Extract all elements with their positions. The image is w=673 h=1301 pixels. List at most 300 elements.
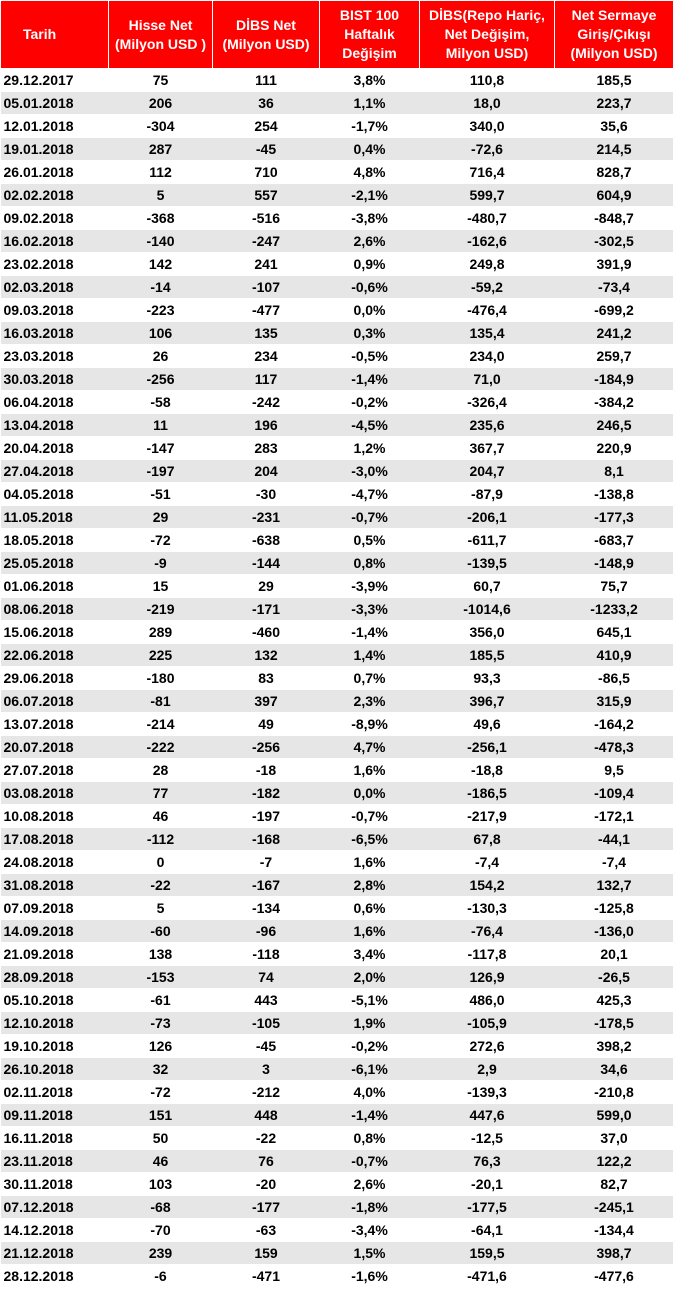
cell-dibs-repo-net-change: 185,5 bbox=[420, 644, 555, 667]
table-row bbox=[1, 966, 673, 989]
cell-bist100-change: 1,6% bbox=[320, 920, 420, 943]
cell-dibs-repo-net-change: -64,1 bbox=[420, 1219, 555, 1242]
table-row bbox=[1, 736, 673, 759]
table-row bbox=[1, 115, 673, 138]
cell-hisse-net: 26 bbox=[109, 345, 213, 368]
cell-date: 20.04.2018 bbox=[1, 437, 109, 460]
table-row bbox=[1, 368, 673, 391]
cell-dibs-net: 111 bbox=[213, 69, 320, 92]
cell-hisse-net: -197 bbox=[109, 460, 213, 483]
cell-net-capital-flow: 259,7 bbox=[555, 345, 673, 368]
table-row bbox=[1, 897, 673, 920]
cell-dibs-net: -45 bbox=[213, 1035, 320, 1058]
cell-dibs-net: -134 bbox=[213, 897, 320, 920]
cell-dibs-net: -231 bbox=[213, 506, 320, 529]
cell-dibs-repo-net-change: 126,9 bbox=[420, 966, 555, 989]
cell-net-capital-flow: -184,9 bbox=[555, 368, 673, 391]
cell-net-capital-flow: -177,3 bbox=[555, 506, 673, 529]
table-row bbox=[1, 230, 673, 253]
cell-bist100-change: -0,7% bbox=[320, 1150, 420, 1173]
cell-hisse-net: -9 bbox=[109, 552, 213, 575]
cell-bist100-change: -3,3% bbox=[320, 598, 420, 621]
table-header bbox=[1, 1, 673, 69]
cell-hisse-net: -22 bbox=[109, 874, 213, 897]
cell-dibs-net: 397 bbox=[213, 690, 320, 713]
cell-bist100-change: -8,9% bbox=[320, 713, 420, 736]
table-row bbox=[1, 437, 673, 460]
cell-net-capital-flow: 425,3 bbox=[555, 989, 673, 1012]
cell-dibs-repo-net-change: -476,4 bbox=[420, 299, 555, 322]
table-row bbox=[1, 391, 673, 414]
cell-hisse-net: 46 bbox=[109, 805, 213, 828]
cell-bist100-change: 1,2% bbox=[320, 437, 420, 460]
cell-net-capital-flow: -172,1 bbox=[555, 805, 673, 828]
cell-bist100-change: 1,9% bbox=[320, 1012, 420, 1035]
cell-hisse-net: 50 bbox=[109, 1127, 213, 1150]
cell-dibs-net: -247 bbox=[213, 230, 320, 253]
cell-date: 27.04.2018 bbox=[1, 460, 109, 483]
cell-date: 26.10.2018 bbox=[1, 1058, 109, 1081]
cell-net-capital-flow: -134,4 bbox=[555, 1219, 673, 1242]
cell-hisse-net: 289 bbox=[109, 621, 213, 644]
cell-dibs-repo-net-change: 159,5 bbox=[420, 1242, 555, 1265]
cell-date: 29.06.2018 bbox=[1, 667, 109, 690]
cell-hisse-net: -60 bbox=[109, 920, 213, 943]
table-row bbox=[1, 1173, 673, 1196]
cell-dibs-net: 159 bbox=[213, 1242, 320, 1265]
cell-dibs-repo-net-change: 67,8 bbox=[420, 828, 555, 851]
cell-dibs-net: -460 bbox=[213, 621, 320, 644]
cell-dibs-repo-net-change: -206,1 bbox=[420, 506, 555, 529]
cell-date: 07.09.2018 bbox=[1, 897, 109, 920]
column-header-line: DİBS(Repo Hariç, bbox=[429, 7, 545, 23]
cell-hisse-net: -72 bbox=[109, 1081, 213, 1104]
table-row bbox=[1, 575, 673, 598]
cell-hisse-net: -180 bbox=[109, 667, 213, 690]
cell-hisse-net: 142 bbox=[109, 253, 213, 276]
cell-net-capital-flow: 223,7 bbox=[555, 92, 673, 115]
cell-dibs-repo-net-change: 110,8 bbox=[420, 69, 555, 92]
cell-dibs-repo-net-change: -139,5 bbox=[420, 552, 555, 575]
cell-hisse-net: 206 bbox=[109, 92, 213, 115]
cell-dibs-repo-net-change: 49,6 bbox=[420, 713, 555, 736]
cell-date: 08.06.2018 bbox=[1, 598, 109, 621]
cell-dibs-net: 234 bbox=[213, 345, 320, 368]
table-row bbox=[1, 621, 673, 644]
column-header-dibs-repo-net-change bbox=[420, 1, 555, 69]
column-header-line: Net Değişim, bbox=[444, 26, 530, 42]
cell-dibs-net: 117 bbox=[213, 368, 320, 391]
cell-bist100-change: -1,4% bbox=[320, 621, 420, 644]
cell-dibs-net: -177 bbox=[213, 1196, 320, 1219]
column-header-dibs-net bbox=[213, 1, 320, 69]
cell-bist100-change: 4,0% bbox=[320, 1081, 420, 1104]
table-row bbox=[1, 1035, 673, 1058]
cell-date: 30.11.2018 bbox=[1, 1173, 109, 1196]
column-header-line: (Milyon USD) bbox=[222, 35, 310, 52]
cell-dibs-net: -96 bbox=[213, 920, 320, 943]
cell-bist100-change: -3,9% bbox=[320, 575, 420, 598]
cell-net-capital-flow: -210,8 bbox=[555, 1081, 673, 1104]
cell-dibs-net: -638 bbox=[213, 529, 320, 552]
table-row bbox=[1, 989, 673, 1012]
column-header-line: Giriş/Çıkışı bbox=[577, 26, 651, 42]
cell-dibs-repo-net-change: -177,5 bbox=[420, 1196, 555, 1219]
cell-dibs-repo-net-change: -139,3 bbox=[420, 1081, 555, 1104]
cell-bist100-change: -1,4% bbox=[320, 1104, 420, 1127]
cell-date: 02.03.2018 bbox=[1, 276, 109, 299]
cell-date: 13.04.2018 bbox=[1, 414, 109, 437]
cell-dibs-net: -171 bbox=[213, 598, 320, 621]
cell-dibs-net: 74 bbox=[213, 966, 320, 989]
table-row bbox=[1, 759, 673, 782]
cell-bist100-change: -1,7% bbox=[320, 115, 420, 138]
cell-dibs-repo-net-change: 2,9 bbox=[420, 1058, 555, 1081]
cell-net-capital-flow: 398,7 bbox=[555, 1242, 673, 1265]
table-row bbox=[1, 1242, 673, 1265]
table-row bbox=[1, 667, 673, 690]
table-row bbox=[1, 920, 673, 943]
cell-bist100-change: -0,6% bbox=[320, 276, 420, 299]
cell-hisse-net: 126 bbox=[109, 1035, 213, 1058]
cell-bist100-change: 0,0% bbox=[320, 782, 420, 805]
cell-net-capital-flow: -148,9 bbox=[555, 552, 673, 575]
cell-dibs-net: -477 bbox=[213, 299, 320, 322]
table-row bbox=[1, 299, 673, 322]
cell-dibs-net: 241 bbox=[213, 253, 320, 276]
cell-hisse-net: 5 bbox=[109, 897, 213, 920]
cell-net-capital-flow: -125,8 bbox=[555, 897, 673, 920]
cell-hisse-net: -112 bbox=[109, 828, 213, 851]
table-body bbox=[1, 69, 673, 1288]
cell-net-capital-flow: -44,1 bbox=[555, 828, 673, 851]
cell-dibs-repo-net-change: -117,8 bbox=[420, 943, 555, 966]
table-row bbox=[1, 805, 673, 828]
cell-date: 23.03.2018 bbox=[1, 345, 109, 368]
table-row bbox=[1, 1150, 673, 1173]
table-row bbox=[1, 276, 673, 299]
cell-bist100-change: -0,5% bbox=[320, 345, 420, 368]
cell-hisse-net: 28 bbox=[109, 759, 213, 782]
cell-dibs-net: 132 bbox=[213, 644, 320, 667]
column-header-line: Milyon USD) bbox=[445, 45, 529, 61]
cell-dibs-net: -18 bbox=[213, 759, 320, 782]
cell-dibs-net: -45 bbox=[213, 138, 320, 161]
cell-bist100-change: 4,7% bbox=[320, 736, 420, 759]
cell-hisse-net: -14 bbox=[109, 276, 213, 299]
table-row bbox=[1, 414, 673, 437]
cell-dibs-net: -471 bbox=[213, 1265, 320, 1288]
cell-dibs-repo-net-change: -18,8 bbox=[420, 759, 555, 782]
column-header-line: Hisse Net bbox=[128, 16, 193, 33]
cell-net-capital-flow: 82,7 bbox=[555, 1173, 673, 1196]
cell-bist100-change: -0,7% bbox=[320, 805, 420, 828]
cell-bist100-change: -6,1% bbox=[320, 1058, 420, 1081]
cell-net-capital-flow: 35,6 bbox=[555, 115, 673, 138]
cell-hisse-net: 112 bbox=[109, 161, 213, 184]
cell-bist100-change: 2,0% bbox=[320, 966, 420, 989]
cell-net-capital-flow: 246,5 bbox=[555, 414, 673, 437]
table-row bbox=[1, 322, 673, 345]
cell-date: 06.07.2018 bbox=[1, 690, 109, 713]
column-header-hisse-net bbox=[109, 1, 213, 69]
cell-net-capital-flow: -178,5 bbox=[555, 1012, 673, 1035]
cell-hisse-net: 15 bbox=[109, 575, 213, 598]
cell-dibs-net: 283 bbox=[213, 437, 320, 460]
cell-bist100-change: 4,8% bbox=[320, 161, 420, 184]
header-row bbox=[1, 1, 673, 69]
cell-dibs-repo-net-change: -76,4 bbox=[420, 920, 555, 943]
cell-date: 07.12.2018 bbox=[1, 1196, 109, 1219]
cell-bist100-change: 2,8% bbox=[320, 874, 420, 897]
cell-date: 18.05.2018 bbox=[1, 529, 109, 552]
cell-date: 06.04.2018 bbox=[1, 391, 109, 414]
cell-dibs-repo-net-change: -105,9 bbox=[420, 1012, 555, 1035]
cell-dibs-repo-net-change: 340,0 bbox=[420, 115, 555, 138]
table-row bbox=[1, 1265, 673, 1288]
cell-bist100-change: 0,8% bbox=[320, 552, 420, 575]
cell-net-capital-flow: 604,9 bbox=[555, 184, 673, 207]
column-header-line: DİBS Net bbox=[236, 16, 296, 33]
cell-hisse-net: -256 bbox=[109, 368, 213, 391]
cell-dibs-repo-net-change: 18,0 bbox=[420, 92, 555, 115]
cell-date: 15.06.2018 bbox=[1, 621, 109, 644]
cell-net-capital-flow: 599,0 bbox=[555, 1104, 673, 1127]
cell-date: 30.03.2018 bbox=[1, 368, 109, 391]
cell-net-capital-flow: -73,4 bbox=[555, 276, 673, 299]
cell-date: 25.05.2018 bbox=[1, 552, 109, 575]
cell-hisse-net: -147 bbox=[109, 437, 213, 460]
cell-dibs-repo-net-change: -59,2 bbox=[420, 276, 555, 299]
cell-date: 05.01.2018 bbox=[1, 92, 109, 115]
cell-bist100-change: 3,4% bbox=[320, 943, 420, 966]
cell-hisse-net: -61 bbox=[109, 989, 213, 1012]
cell-net-capital-flow: -1233,2 bbox=[555, 598, 673, 621]
cell-net-capital-flow: -302,5 bbox=[555, 230, 673, 253]
cell-dibs-net: -22 bbox=[213, 1127, 320, 1150]
cell-date: 11.05.2018 bbox=[1, 506, 109, 529]
cell-hisse-net: -6 bbox=[109, 1265, 213, 1288]
cell-dibs-repo-net-change: 356,0 bbox=[420, 621, 555, 644]
cell-bist100-change: 0,7% bbox=[320, 667, 420, 690]
cell-dibs-net: -516 bbox=[213, 207, 320, 230]
cell-dibs-net: -63 bbox=[213, 1219, 320, 1242]
cell-hisse-net: -73 bbox=[109, 1012, 213, 1035]
cell-date: 14.09.2018 bbox=[1, 920, 109, 943]
table-row bbox=[1, 1196, 673, 1219]
cell-dibs-net: -197 bbox=[213, 805, 320, 828]
cell-date: 21.09.2018 bbox=[1, 943, 109, 966]
cell-net-capital-flow: 391,9 bbox=[555, 253, 673, 276]
cell-bist100-change: 0,8% bbox=[320, 1127, 420, 1150]
cell-dibs-net: -167 bbox=[213, 874, 320, 897]
cell-date: 05.10.2018 bbox=[1, 989, 109, 1012]
cell-dibs-repo-net-change: -256,1 bbox=[420, 736, 555, 759]
cell-dibs-repo-net-change: 716,4 bbox=[420, 161, 555, 184]
cell-date: 14.12.2018 bbox=[1, 1219, 109, 1242]
table-row bbox=[1, 851, 673, 874]
column-header-bist100-change bbox=[320, 1, 420, 69]
cell-bist100-change: -3,8% bbox=[320, 207, 420, 230]
cell-date: 09.11.2018 bbox=[1, 1104, 109, 1127]
cell-dibs-repo-net-change: -611,7 bbox=[420, 529, 555, 552]
cell-dibs-net: -30 bbox=[213, 483, 320, 506]
cell-hisse-net: 77 bbox=[109, 782, 213, 805]
column-header-line: Tarih bbox=[23, 26, 57, 42]
cell-hisse-net: -58 bbox=[109, 391, 213, 414]
table-row bbox=[1, 713, 673, 736]
cell-net-capital-flow: 75,7 bbox=[555, 575, 673, 598]
cell-net-capital-flow: 645,1 bbox=[555, 621, 673, 644]
cell-net-capital-flow: -109,4 bbox=[555, 782, 673, 805]
cell-net-capital-flow: -478,3 bbox=[555, 736, 673, 759]
cell-dibs-repo-net-change: 154,2 bbox=[420, 874, 555, 897]
cell-hisse-net: 103 bbox=[109, 1173, 213, 1196]
cell-dibs-repo-net-change: -12,5 bbox=[420, 1127, 555, 1150]
cell-bist100-change: 0,0% bbox=[320, 299, 420, 322]
cell-date: 02.02.2018 bbox=[1, 184, 109, 207]
cell-net-capital-flow: 410,9 bbox=[555, 644, 673, 667]
cell-date: 22.06.2018 bbox=[1, 644, 109, 667]
cell-dibs-net: 49 bbox=[213, 713, 320, 736]
cell-dibs-net: -242 bbox=[213, 391, 320, 414]
cell-net-capital-flow: -138,8 bbox=[555, 483, 673, 506]
cell-dibs-repo-net-change: -72,6 bbox=[420, 138, 555, 161]
cell-hisse-net: 75 bbox=[109, 69, 213, 92]
cell-date: 21.12.2018 bbox=[1, 1242, 109, 1265]
cell-date: 01.06.2018 bbox=[1, 575, 109, 598]
cell-hisse-net: 239 bbox=[109, 1242, 213, 1265]
cell-bist100-change: 0,4% bbox=[320, 138, 420, 161]
cell-hisse-net: -153 bbox=[109, 966, 213, 989]
cell-dibs-repo-net-change: 60,7 bbox=[420, 575, 555, 598]
cell-net-capital-flow: -136,0 bbox=[555, 920, 673, 943]
cell-dibs-net: 36 bbox=[213, 92, 320, 115]
table-row bbox=[1, 644, 673, 667]
table-row bbox=[1, 529, 673, 552]
cell-dibs-net: -168 bbox=[213, 828, 320, 851]
table-row bbox=[1, 483, 673, 506]
cell-bist100-change: 0,5% bbox=[320, 529, 420, 552]
cell-net-capital-flow: 185,5 bbox=[555, 69, 673, 92]
cell-date: 03.08.2018 bbox=[1, 782, 109, 805]
cell-dibs-repo-net-change: 204,7 bbox=[420, 460, 555, 483]
cell-net-capital-flow: -384,2 bbox=[555, 391, 673, 414]
cell-dibs-net: 135 bbox=[213, 322, 320, 345]
table-row bbox=[1, 552, 673, 575]
cell-hisse-net: 11 bbox=[109, 414, 213, 437]
table-row bbox=[1, 161, 673, 184]
cell-date: 09.02.2018 bbox=[1, 207, 109, 230]
cell-date: 23.02.2018 bbox=[1, 253, 109, 276]
cell-bist100-change: -1,4% bbox=[320, 368, 420, 391]
cell-dibs-net: -105 bbox=[213, 1012, 320, 1035]
cell-dibs-repo-net-change: -471,6 bbox=[420, 1265, 555, 1288]
cell-dibs-repo-net-change: -7,4 bbox=[420, 851, 555, 874]
cell-bist100-change: -2,1% bbox=[320, 184, 420, 207]
cell-hisse-net: 225 bbox=[109, 644, 213, 667]
cell-date: 20.07.2018 bbox=[1, 736, 109, 759]
table-row bbox=[1, 207, 673, 230]
table-row bbox=[1, 598, 673, 621]
column-header-date bbox=[1, 1, 109, 69]
cell-dibs-net: -144 bbox=[213, 552, 320, 575]
table-row bbox=[1, 506, 673, 529]
cell-hisse-net: 46 bbox=[109, 1150, 213, 1173]
cell-hisse-net: -81 bbox=[109, 690, 213, 713]
cell-dibs-repo-net-change: -186,5 bbox=[420, 782, 555, 805]
cell-dibs-repo-net-change: -1014,6 bbox=[420, 598, 555, 621]
cell-hisse-net: -219 bbox=[109, 598, 213, 621]
cell-dibs-net: 448 bbox=[213, 1104, 320, 1127]
cell-bist100-change: 2,3% bbox=[320, 690, 420, 713]
cell-bist100-change: -5,1% bbox=[320, 989, 420, 1012]
cell-bist100-change: 1,1% bbox=[320, 92, 420, 115]
cell-dibs-repo-net-change: 235,6 bbox=[420, 414, 555, 437]
column-header-line: Haftalık bbox=[344, 26, 395, 42]
cell-date: 12.10.2018 bbox=[1, 1012, 109, 1035]
cell-net-capital-flow: -26,5 bbox=[555, 966, 673, 989]
cell-dibs-repo-net-change: -217,9 bbox=[420, 805, 555, 828]
cell-date: 19.10.2018 bbox=[1, 1035, 109, 1058]
cell-net-capital-flow: -699,2 bbox=[555, 299, 673, 322]
cell-date: 12.01.2018 bbox=[1, 115, 109, 138]
table-row bbox=[1, 92, 673, 115]
table-row bbox=[1, 1012, 673, 1035]
cell-date: 24.08.2018 bbox=[1, 851, 109, 874]
table-row bbox=[1, 460, 673, 483]
cell-hisse-net: 32 bbox=[109, 1058, 213, 1081]
table-row bbox=[1, 782, 673, 805]
column-header-net-capital-flow bbox=[555, 1, 673, 69]
cell-hisse-net: -214 bbox=[109, 713, 213, 736]
cell-hisse-net: 287 bbox=[109, 138, 213, 161]
cell-dibs-repo-net-change: 234,0 bbox=[420, 345, 555, 368]
cell-dibs-net: 443 bbox=[213, 989, 320, 1012]
cell-hisse-net: -368 bbox=[109, 207, 213, 230]
cell-net-capital-flow: 214,5 bbox=[555, 138, 673, 161]
cell-dibs-repo-net-change: 447,6 bbox=[420, 1104, 555, 1127]
cell-date: 17.08.2018 bbox=[1, 828, 109, 851]
cell-dibs-repo-net-change: 76,3 bbox=[420, 1150, 555, 1173]
cell-date: 28.12.2018 bbox=[1, 1265, 109, 1288]
cell-net-capital-flow: 398,2 bbox=[555, 1035, 673, 1058]
cell-bist100-change: 0,9% bbox=[320, 253, 420, 276]
cell-date: 29.12.2017 bbox=[1, 69, 109, 92]
cell-date: 16.03.2018 bbox=[1, 322, 109, 345]
table-row bbox=[1, 184, 673, 207]
cell-net-capital-flow: 220,9 bbox=[555, 437, 673, 460]
cell-date: 27.07.2018 bbox=[1, 759, 109, 782]
cell-bist100-change: -1,8% bbox=[320, 1196, 420, 1219]
cell-dibs-net: -20 bbox=[213, 1173, 320, 1196]
cell-dibs-net: -118 bbox=[213, 943, 320, 966]
cell-dibs-net: 76 bbox=[213, 1150, 320, 1173]
cell-date: 04.05.2018 bbox=[1, 483, 109, 506]
cell-bist100-change: -3,0% bbox=[320, 460, 420, 483]
cell-net-capital-flow: -86,5 bbox=[555, 667, 673, 690]
cell-bist100-change: 1,6% bbox=[320, 851, 420, 874]
cell-dibs-net: 254 bbox=[213, 115, 320, 138]
cell-dibs-repo-net-change: -162,6 bbox=[420, 230, 555, 253]
cell-dibs-repo-net-change: 486,0 bbox=[420, 989, 555, 1012]
cell-date: 26.01.2018 bbox=[1, 161, 109, 184]
column-header-line: (Milyon USD) bbox=[570, 45, 658, 61]
table-row bbox=[1, 1127, 673, 1150]
cell-date: 10.08.2018 bbox=[1, 805, 109, 828]
cell-bist100-change: -4,7% bbox=[320, 483, 420, 506]
table-row bbox=[1, 345, 673, 368]
